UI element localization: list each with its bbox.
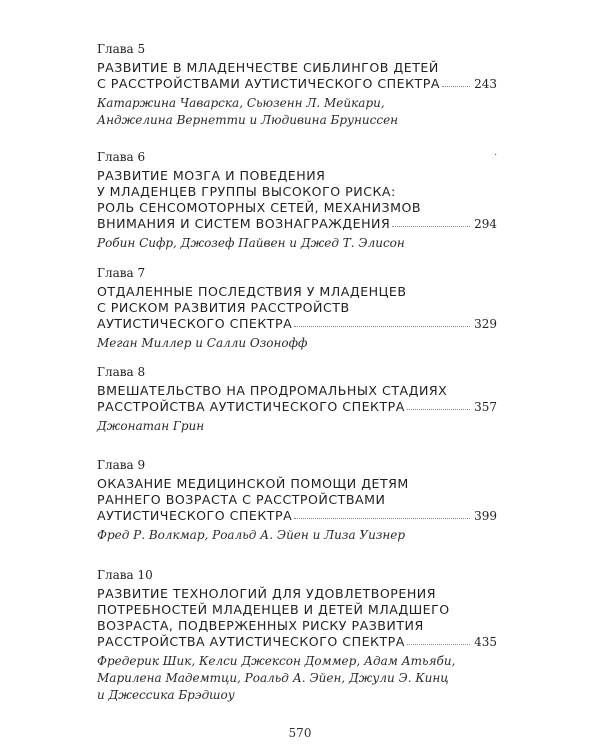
chapter-title-last-line: [97, 76, 497, 92]
toc-entry-chapter-10[interactable]: [97, 568, 497, 704]
toc-entry-chapter-7[interactable]: [97, 266, 497, 352]
chapter-title-line: РАЗВИТИЕ МОЗГА И ПОВЕДЕНИЯ: [97, 168, 326, 183]
chapter-title-line: ВМЕШАТЕЛЬСТВО НА ПРОДРОМАЛЬНЫХ СТАДИЯХ: [97, 383, 448, 398]
chapter-title-line: РОЛЬ СЕНСОМОТОРНЫХ СЕТЕЙ, МЕХАНИЗМОВ: [97, 200, 422, 215]
toc-entry-chapter-5[interactable]: [97, 42, 497, 129]
chapter-title-line: РАССТРОЙСТВА АУТИСТИЧЕСКОГО СПЕКТРА: [97, 634, 405, 649]
chapter-title-line: РАННЕГО ВОЗРАСТА С РАССТРОЙСТВАМИ: [97, 492, 386, 507]
chapter-title-line: ВНИМАНИЯ И СИСТЕМ ВОЗНАГРАЖДЕНИЯ: [97, 216, 391, 231]
chapter-authors: [97, 335, 497, 352]
chapter-title-line: АУТИСТИЧЕСКОГО СПЕКТРА: [97, 508, 293, 523]
dot-leader: [294, 517, 470, 519]
page-number: 294: [474, 217, 497, 231]
page-folio: 570: [288, 726, 312, 740]
chapter-title-last-line: [97, 508, 497, 524]
chapter-authors: [97, 527, 497, 544]
chapter-title-line: ВОЗРАСТА, ПОДВЕРЖЕННЫХ РИСКУ РАЗВИТИЯ: [97, 618, 424, 633]
author-line: Фред Р. Волкмар, Роальд А. Эйен и Лиза Уизнер: [97, 528, 406, 542]
author-line: Катаржина Чаварска, Сьюзенн Л. Мейкари,: [97, 96, 385, 110]
author-line: Меган Миллер и Салли Озонофф: [97, 336, 308, 350]
toc-entry-chapter-9[interactable]: [97, 458, 497, 544]
chapter-title-last-line: [97, 399, 497, 415]
chapter-title-line: ОКАЗАНИЕ МЕДИЦИНСКОЙ ПОМОЩИ ДЕТЯМ: [97, 476, 409, 491]
dot-leader: [407, 408, 470, 410]
chapter-title-line: С РАССТРОЙСТВАМИ АУТИСТИЧЕСКОГО СПЕКТРА: [97, 76, 440, 91]
chapter-title-line: ПОТРЕБНОСТЕЙ МЛАДЕНЦЕВ И ДЕТЕЙ МЛАДШЕГО: [97, 602, 450, 617]
toc-entry-chapter-8[interactable]: [97, 365, 497, 435]
chapter-title-line: АУТИСТИЧЕСКОГО СПЕКТРА: [97, 316, 293, 331]
chapter-title-line: РАЗВИТИЕ В МЛАДЕНЧЕСТВЕ СИБЛИНГОВ ДЕТЕЙ: [97, 60, 439, 75]
chapter-title-line: РАЗВИТИЕ ТЕХНОЛОГИЙ ДЛЯ УДОВЛЕТВОРЕНИЯ: [97, 586, 436, 601]
page-number: 399: [474, 509, 497, 523]
page-number: 329: [474, 317, 497, 331]
chapter-title-last-line: [97, 634, 497, 650]
page-number: 243: [474, 77, 497, 91]
chapter-authors: [97, 653, 497, 704]
dot-leader: [442, 85, 470, 87]
chapter-label: Глава 8: [97, 365, 146, 379]
chapter-title-last-line: [97, 216, 497, 232]
chapter-authors: [97, 95, 497, 129]
toc-entry-chapter-6[interactable]: [97, 150, 497, 252]
chapter-label: Глава 6: [97, 150, 146, 164]
chapter-title-last-line: [97, 316, 497, 332]
author-line: Джонатан Грин: [97, 419, 205, 433]
margin-mark: .: [494, 147, 498, 158]
author-line: Робин Сифр, Джозеф Пайвен и Джед Т. Элисон: [97, 236, 405, 250]
chapter-title-line: РАССТРОЙСТВА АУТИСТИЧЕСКОГО СПЕКТРА: [97, 399, 405, 414]
author-line: Марилена Мадемтци, Роальд А. Эйен, Джули Э. Кинц: [97, 671, 449, 685]
author-line: Фредерик Шик, Келси Джексон Доммер, Адам Атьяби,: [97, 654, 456, 668]
chapter-title-line: С РИСКОМ РАЗВИТИЯ РАССТРОЙСТВ: [97, 300, 350, 315]
author-line: Анджелина Вернетти и Людивина Бруниссен: [97, 113, 399, 127]
chapter-label: Глава 5: [97, 42, 146, 56]
chapter-label: Глава 9: [97, 458, 146, 472]
chapter-label: Глава 10: [97, 568, 153, 582]
page-number: 357: [474, 400, 497, 414]
page-number: 435: [474, 635, 497, 649]
chapter-authors: [97, 418, 497, 435]
dot-leader: [294, 325, 470, 327]
dot-leader: [407, 643, 470, 645]
chapter-authors: [97, 235, 497, 252]
author-line: и Джессика Брэдшоу: [97, 688, 235, 702]
dot-leader: [392, 225, 470, 227]
chapter-title-line: ОТДАЛЕННЫЕ ПОСЛЕДСТВИЯ У МЛАДЕНЦЕВ: [97, 284, 407, 299]
chapter-label: Глава 7: [97, 266, 146, 280]
chapter-title-line: У МЛАДЕНЦЕВ ГРУППЫ ВЫСОКОГО РИСКА:: [97, 184, 396, 199]
